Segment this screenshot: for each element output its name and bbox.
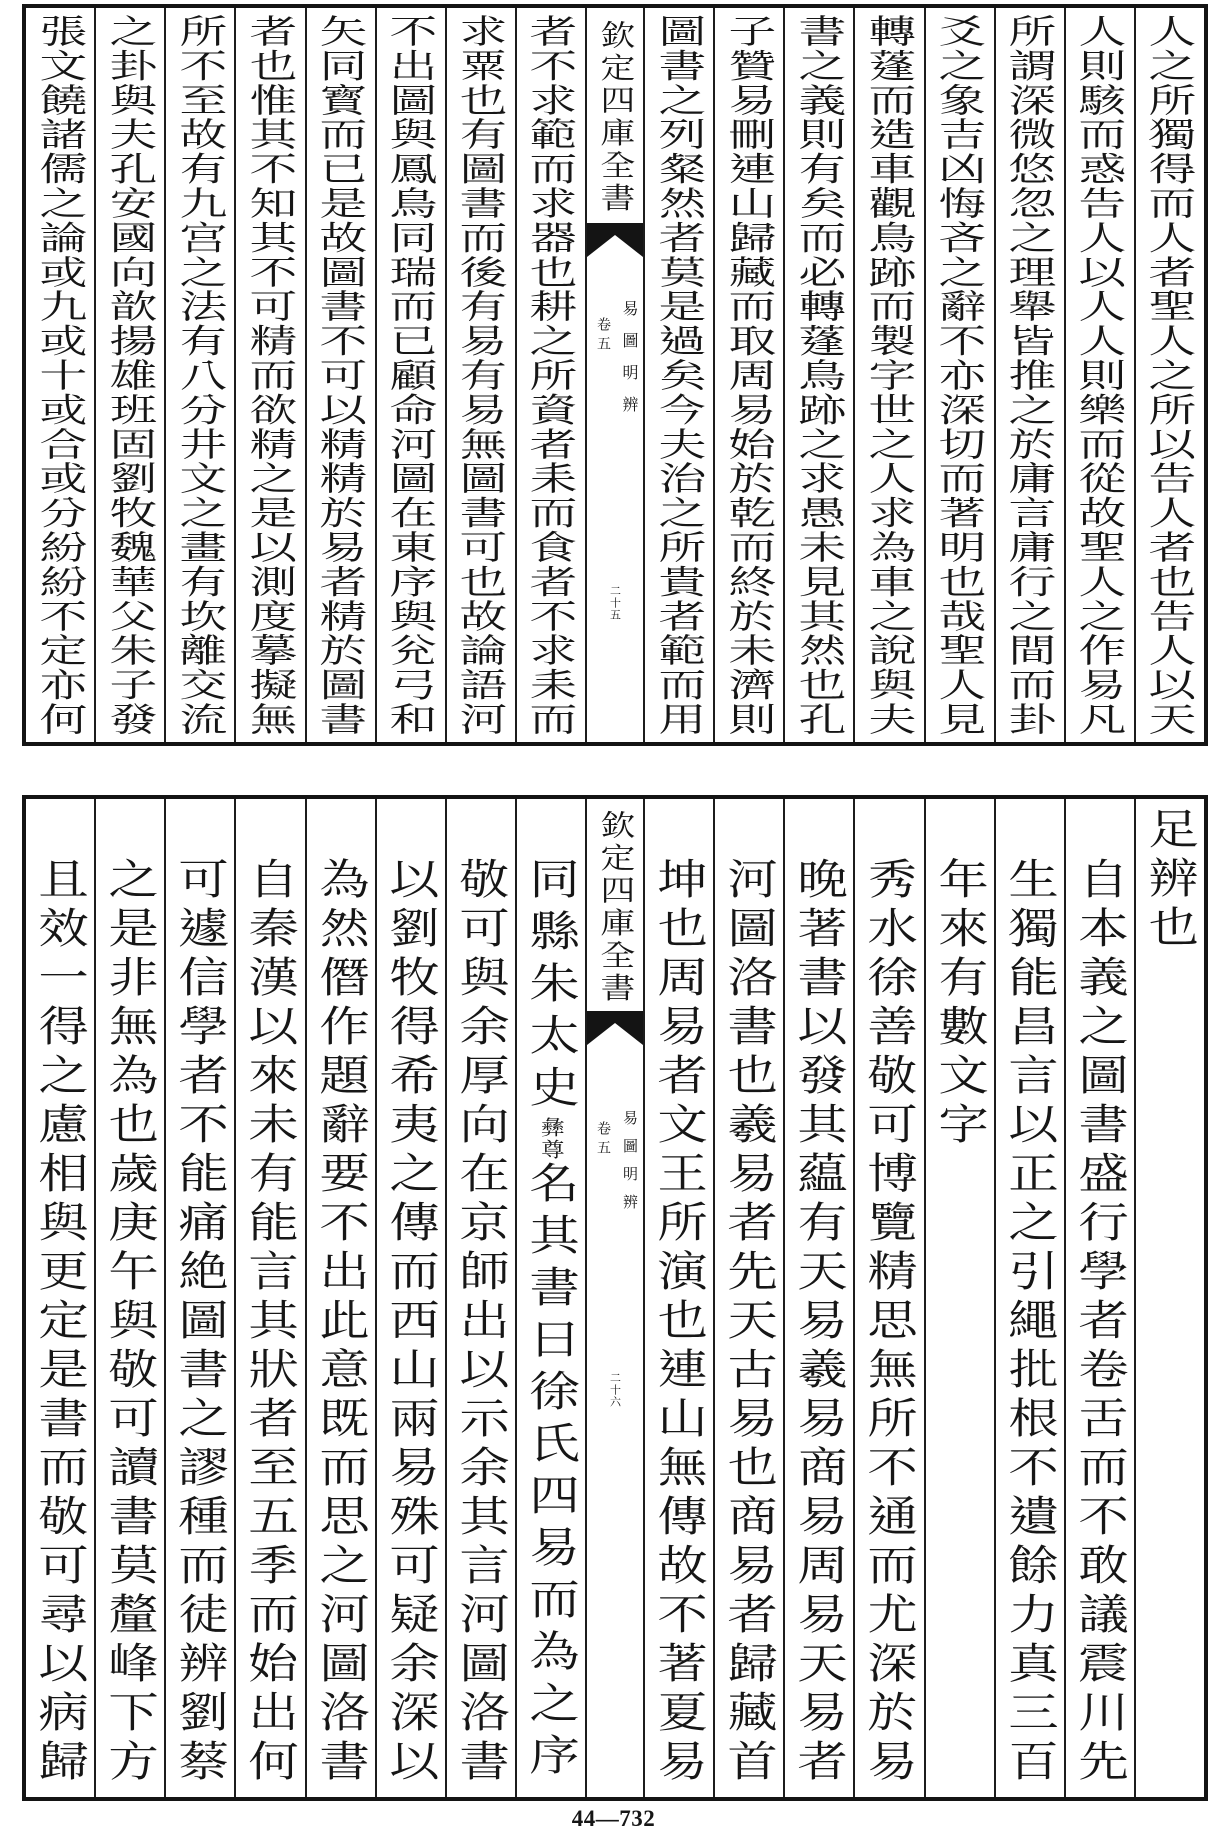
column-text: 人則駭而惑告人以人人則樂而從故聖人之作易凡 (1071, 14, 1129, 737)
text-column (305, 8, 375, 742)
folio-area (587, 1372, 643, 1408)
text-column (164, 8, 234, 742)
column-text: 晚著書以發其藴有天易羲易商易周易天易者 (790, 857, 850, 1788)
text-column (515, 8, 585, 742)
text-column (94, 8, 164, 742)
folio-number: 二十五 (608, 585, 622, 621)
book-title: 易圖明辨 (620, 300, 639, 428)
column-text: 轉蓬而造車觀鳥跡而製字世之人求為車之說與夫 (861, 14, 918, 737)
text-column (1064, 799, 1134, 1797)
text-column (445, 799, 515, 1797)
column-text: 者不求範而求器也耕之所資者耒而食者不求耒而 (522, 14, 580, 737)
column-text: 足辨也 (1141, 807, 1200, 954)
column-text: 所不至故有九宫之法有八分井文之畫有坎離交流 (172, 14, 229, 737)
text-column (234, 799, 304, 1797)
text-column (713, 8, 783, 742)
text-column (445, 8, 515, 742)
text-column (643, 799, 713, 1797)
text-column (1134, 799, 1204, 1797)
lower-half-page (22, 795, 1208, 1801)
text-column (375, 8, 445, 742)
text-column (994, 799, 1064, 1797)
column-text-part: 同縣朱太史 (522, 857, 581, 1117)
column-text: 求粟也有圖書而後有易有易無圖書可也故論語河 (452, 14, 510, 737)
fishtail-mark-icon (587, 1008, 643, 1046)
page-number: 44—732 (571, 1806, 656, 1831)
text-column (94, 799, 164, 1797)
text-column (234, 8, 304, 742)
column-text: 可遽信學者不能痛絶圖書之謬種而徒辨劉蔡 (171, 857, 231, 1788)
text-column (924, 8, 994, 742)
text-column (994, 8, 1064, 742)
text-column (305, 799, 375, 1797)
column-text: 張文饒諸儒之論或九或十或合或分紛紛不定亦何 (31, 14, 89, 737)
column-text (522, 857, 581, 1785)
column-text: 且效一得之慮相與更定是書而敬可尋以病歸 (31, 857, 91, 1788)
text-column (164, 799, 234, 1797)
column-text: 自秦漢以來未有能言其狀者至五季而始出何 (241, 857, 301, 1788)
book-title: 易圖明辨 (621, 1110, 639, 1222)
text-column (783, 8, 853, 742)
column-text: 自本義之圖書盛行學者卷舌而不敢議震川先 (1071, 857, 1130, 1788)
text-column (26, 8, 94, 742)
interlinear-note: 彝尊 (536, 1117, 566, 1161)
folio-area (587, 585, 643, 621)
banner-title-area (587, 20, 643, 215)
text-column (853, 799, 923, 1797)
text-column (26, 799, 94, 1797)
text-column (713, 799, 783, 1797)
text-column (783, 799, 853, 1797)
column-text: 以劉牧得希夷之傳而西山兩易殊可疑余深以 (381, 857, 441, 1788)
banner-column (585, 8, 643, 742)
banner-title-area (587, 810, 643, 1005)
volume-label: 卷五 (595, 1121, 611, 1159)
column-text: 秀水徐善敬可博覽精思無所不通而尤深於易 (860, 857, 920, 1788)
column-text: 不出圖與鳳鳥同瑞而已顧命河圖在東序與兊弓和 (382, 14, 439, 737)
column-text: 所謂深微悠忽之理舉皆推之於庸言庸行之間而卦 (1001, 14, 1058, 737)
text-column (1064, 8, 1134, 742)
volume-label: 卷五 (595, 317, 611, 355)
column-text: 生獨能昌言以正之引繩批根不遺餘力真三百 (1000, 857, 1060, 1788)
column-text: 敬可與余厚向在京師出以示余其言河圖洛書 (452, 857, 511, 1788)
banner-column (585, 799, 643, 1797)
column-text: 人之所獨得而人者聖人之所以告人者也告人以天 (1141, 14, 1199, 737)
upper-half-page (22, 4, 1208, 746)
column-text: 之卦與夫孔安國向歆揚雄班固劉牧魏華父朱子發 (101, 14, 159, 737)
column-text: 矢同寳而已是故圖書不可以精精於易者精於圖書 (312, 14, 369, 737)
column-text: 爻之象吉凶悔吝之辭不亦深切而著明也哉聖人見 (931, 14, 988, 737)
text-column (643, 8, 713, 742)
column-text: 書之義則有矣而必轉蓬鳥跡之求愚未見其然也孔 (791, 14, 848, 737)
column-text: 子贊易刪連山歸藏而取周易始於乾而終於未濟則 (720, 14, 778, 737)
fishtail-mark-icon (587, 220, 643, 258)
column-text: 河圖洛書也羲易者先天古易也商易者歸藏首 (720, 857, 780, 1788)
banner-title: 欽定四庫全書 (595, 20, 636, 215)
folio-number: 二十六 (608, 1372, 622, 1408)
column-text: 之是非無為也歲庚午與敬可讀書莫釐峰下方 (101, 857, 161, 1788)
text-column (853, 8, 923, 742)
column-text: 圖書之列粲然者莫是過矣今夫治之所貴者範而用 (650, 14, 708, 737)
column-text-part: 名其書曰徐氏四易而為之序 (522, 1161, 581, 1785)
text-column (1134, 8, 1204, 742)
banner-title: 欽定四庫全書 (595, 810, 636, 1005)
text-column (375, 799, 445, 1797)
column-text: 為然僭作題辭要不出此意既而思之河圖洛書 (311, 857, 371, 1788)
column-text: 坤也周易者文王所演也連山無傳故不著夏易 (650, 857, 710, 1788)
text-column (924, 799, 994, 1797)
text-column (515, 799, 585, 1797)
column-text: 年來有數文字 (930, 857, 990, 1151)
column-text: 者也惟其不知其不可精而欲精之是以測度摹擬無 (242, 14, 299, 737)
